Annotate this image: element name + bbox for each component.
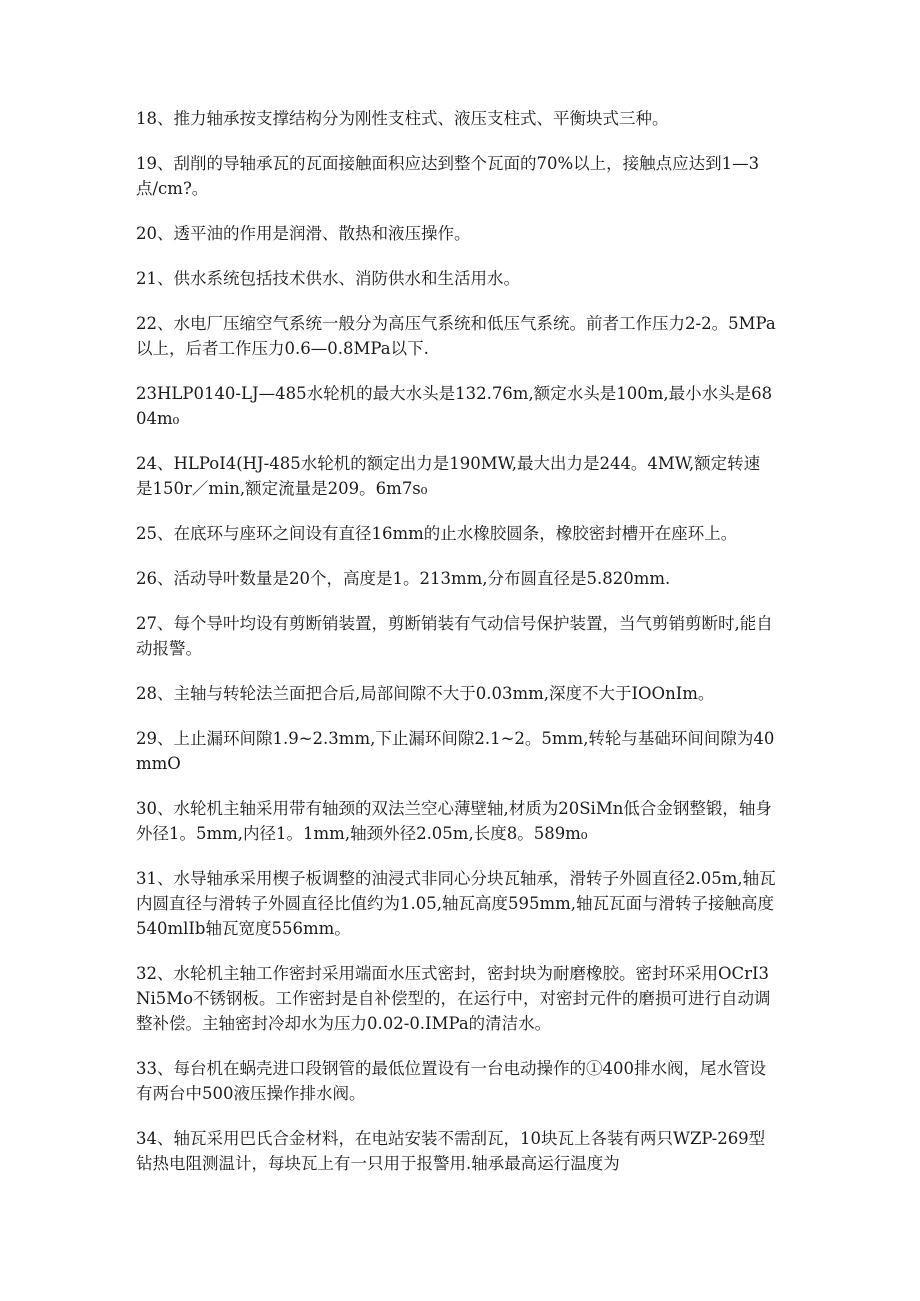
paragraph-32: 32、水轮机主轴工作密封采用端面水压式密封，密封块为耐磨橡胶。密封环采用OCrI3Ni5Mo不锈钢板。工作密封是自补偿型的，在运行中，对密封元件的磨损可进行自动调整补偿。主轴密封冷却水为压力0.02-0.IMPa的清洁水。 (136, 964, 771, 1033)
paragraph-28: 28、主轴与转轮法兰面把合后,局部间隙不大于0.03mm,深度不大于IOOnIm。 (136, 684, 715, 703)
paragraph-29: 29、上止漏环间隙1.9~2.3mm,下止漏环间隙2.1~2。5mm,转轮与基础环间间隙为40mmO (136, 729, 775, 773)
paragraph-30: 30、水轮机主轴采用带有轴颈的双法兰空心薄壁轴,材质为20SiMn低合金钢整锻，轴身外径1。5mm,内径1。1mm,轴颈外径2.05m,长度8。589m₀ (136, 799, 772, 843)
paragraph-23: 23HLP0140-LJ—485水轮机的最大水头是132.76m,额定水头是100m,最小水头是6804m₀ (136, 384, 773, 428)
paragraph-27: 27、每个导叶均设有剪断销装置，剪断销装有气动信号保护装置，当气剪销剪断时,能自动报警。 (136, 614, 773, 658)
paragraph-33: 33、每台机在蜗壳进口段钢管的最低位置设有一台电动操作的①400排水阀，尾水管设有两台中500液压操作排水阀。 (136, 1059, 766, 1103)
paragraph-34: 34、轴瓦采用巴氏合金材料，在电站安装不需刮瓦，10块瓦上各装有两只WZP-269型钻热电阻测温计，每块瓦上有一只用于报警用.轴承最高运行温度为 (136, 1129, 766, 1173)
paragraph-26: 26、活动导叶数量是20个，高度是1。213mm,分布圆直径是5.820mm. (136, 569, 671, 588)
paragraph-18: 18、推力轴承按支撑结构分为刚性支柱式、液压支柱式、平衡块式三种。 (136, 109, 669, 128)
paragraph-22: 22、水电厂压缩空气系统一般分为高压气系统和低压气系统。前者工作压力2-2。5MPa以上，后者工作压力0.6—0.8MPa以下. (136, 314, 776, 358)
paragraph-25: 25、在底环与座环之间设有直径16mm的止水橡胶圆条，橡胶密封槽开在座环上。 (136, 524, 738, 543)
paragraph-20: 20、透平油的作用是润滑、散热和液压操作。 (136, 224, 471, 243)
paragraph-31: 31、水导轴承采用楔子板调整的油浸式非同心分块瓦轴承，滑转子外圆直径2.05m,轴瓦内圆直径与滑转子外圆直径比值约为1.05,轴瓦高度595mm,轴瓦瓦面与滑转子接触高度540mlIb轴瓦宽度556mm。 (136, 869, 776, 938)
paragraph-24: 24、HLPoI4(HJ-485水轮机的额定出力是190MW,最大出力是244。4MW,额定转速是150r／min,额定流量是209。6m7s₀ (136, 454, 761, 498)
document-body (136, 106, 776, 1196)
paragraph-19: 19、刮削的导轴承瓦的瓦面接触面积应达到整个瓦面的70%以上，接触点应达到1—3点/cm?。 (136, 154, 760, 198)
paragraph-21: 21、供水系统包括技术供水、消防供水和生活用水。 (136, 269, 520, 288)
